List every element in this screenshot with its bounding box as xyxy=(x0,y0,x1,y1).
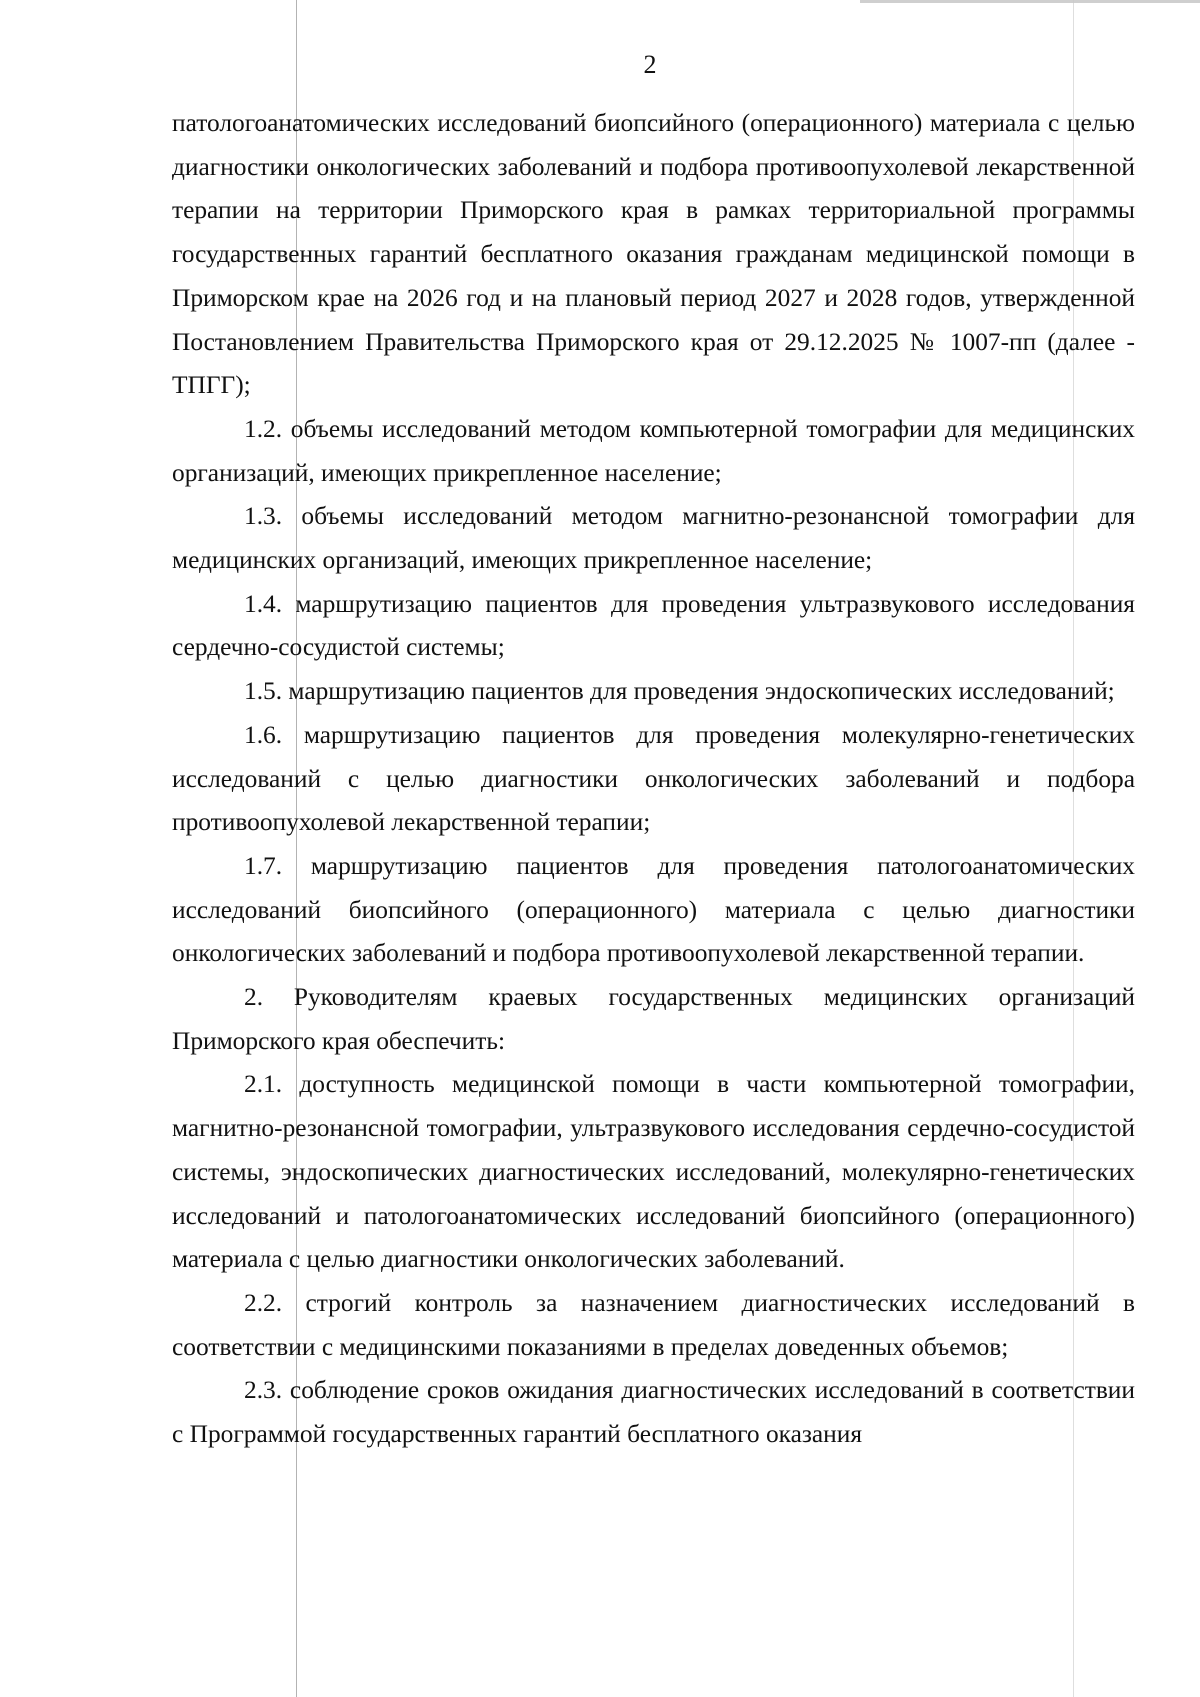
paragraph-2-3: 2.3. соблюдение сроков ожидания диагностических исследований в соответствии с Программой государственных гарантий бесплатного оказания xyxy=(172,1376,1135,1449)
paragraph-1-5: 1.5. маршрутизацию пациентов для проведения эндоскопических исследований; xyxy=(244,677,1115,706)
paragraph-1-3: 1.3. объемы исследований методом магнитно-резонансной томографии для медицинских организаций, имеющих прикрепленное население; xyxy=(172,502,1135,575)
paragraph-1-2: 1.2. объемы исследований методом компьютерной томографии для медицинских организаций, имеющих прикрепленное население; xyxy=(172,414,1135,487)
paragraph-2-1: 2.1. доступность медицинской помощи в части компьютерной томографии, магнитно-резонансной томографии, ультразвукового исследования сердечно-сосудистой системы, эндоскопических диагностических исследований, молекулярно-генетических исследований и патологоанатомических исследований биопсийного (операционного) материала с целью диагностики онкологических заболеваний. xyxy=(172,1070,1135,1274)
paragraph-1-7: 1.7. маршрутизацию пациентов для проведения патологоанатомических исследований биопсийного (операционного) материала с целью диагностики онкологических заболеваний и подбора противоопухолевой лекарственной терапии. xyxy=(172,851,1135,968)
paragraph-2-2: 2.2. строгий контроль за назначением диагностических исследований в соответствии с медицинскими показаниями в пределах доведенных объемов; xyxy=(172,1288,1135,1361)
document-body xyxy=(172,102,1135,1457)
paragraph-1-6: 1.6. маршрутизацию пациентов для проведения молекулярно-генетических исследований с целью диагностики онкологических заболеваний и подбора противоопухолевой лекарственной терапии; xyxy=(172,720,1135,837)
paragraph-2: 2. Руководителям краевых государственных медицинских организаций Приморского края обеспечить: xyxy=(172,983,1135,1055)
scan-edge-artifact xyxy=(860,0,1200,3)
paragraph-1-4: 1.4. маршрутизацию пациентов для проведения ультразвукового исследования сердечно-сосудистой системы; xyxy=(172,589,1135,662)
page-number: 2 xyxy=(643,50,657,79)
paragraph-intro-continuation: патологоанатомических исследований биопсийного (операционного) материала с целью диагностики онкологических заболеваний и подбора противоопухолевой лекарственной терапии на территории Приморского края в рамках территориальной программы государственных гарантий бесплатного оказания гражданам медицинской помощи в Приморском крае на 2026 год и на плановый период 2027 и 2028 годов, утвержденной Постановлением Правительства Приморского края от 29.12.2025 № 1007-пп (далее - ТПГГ); xyxy=(172,109,1135,400)
